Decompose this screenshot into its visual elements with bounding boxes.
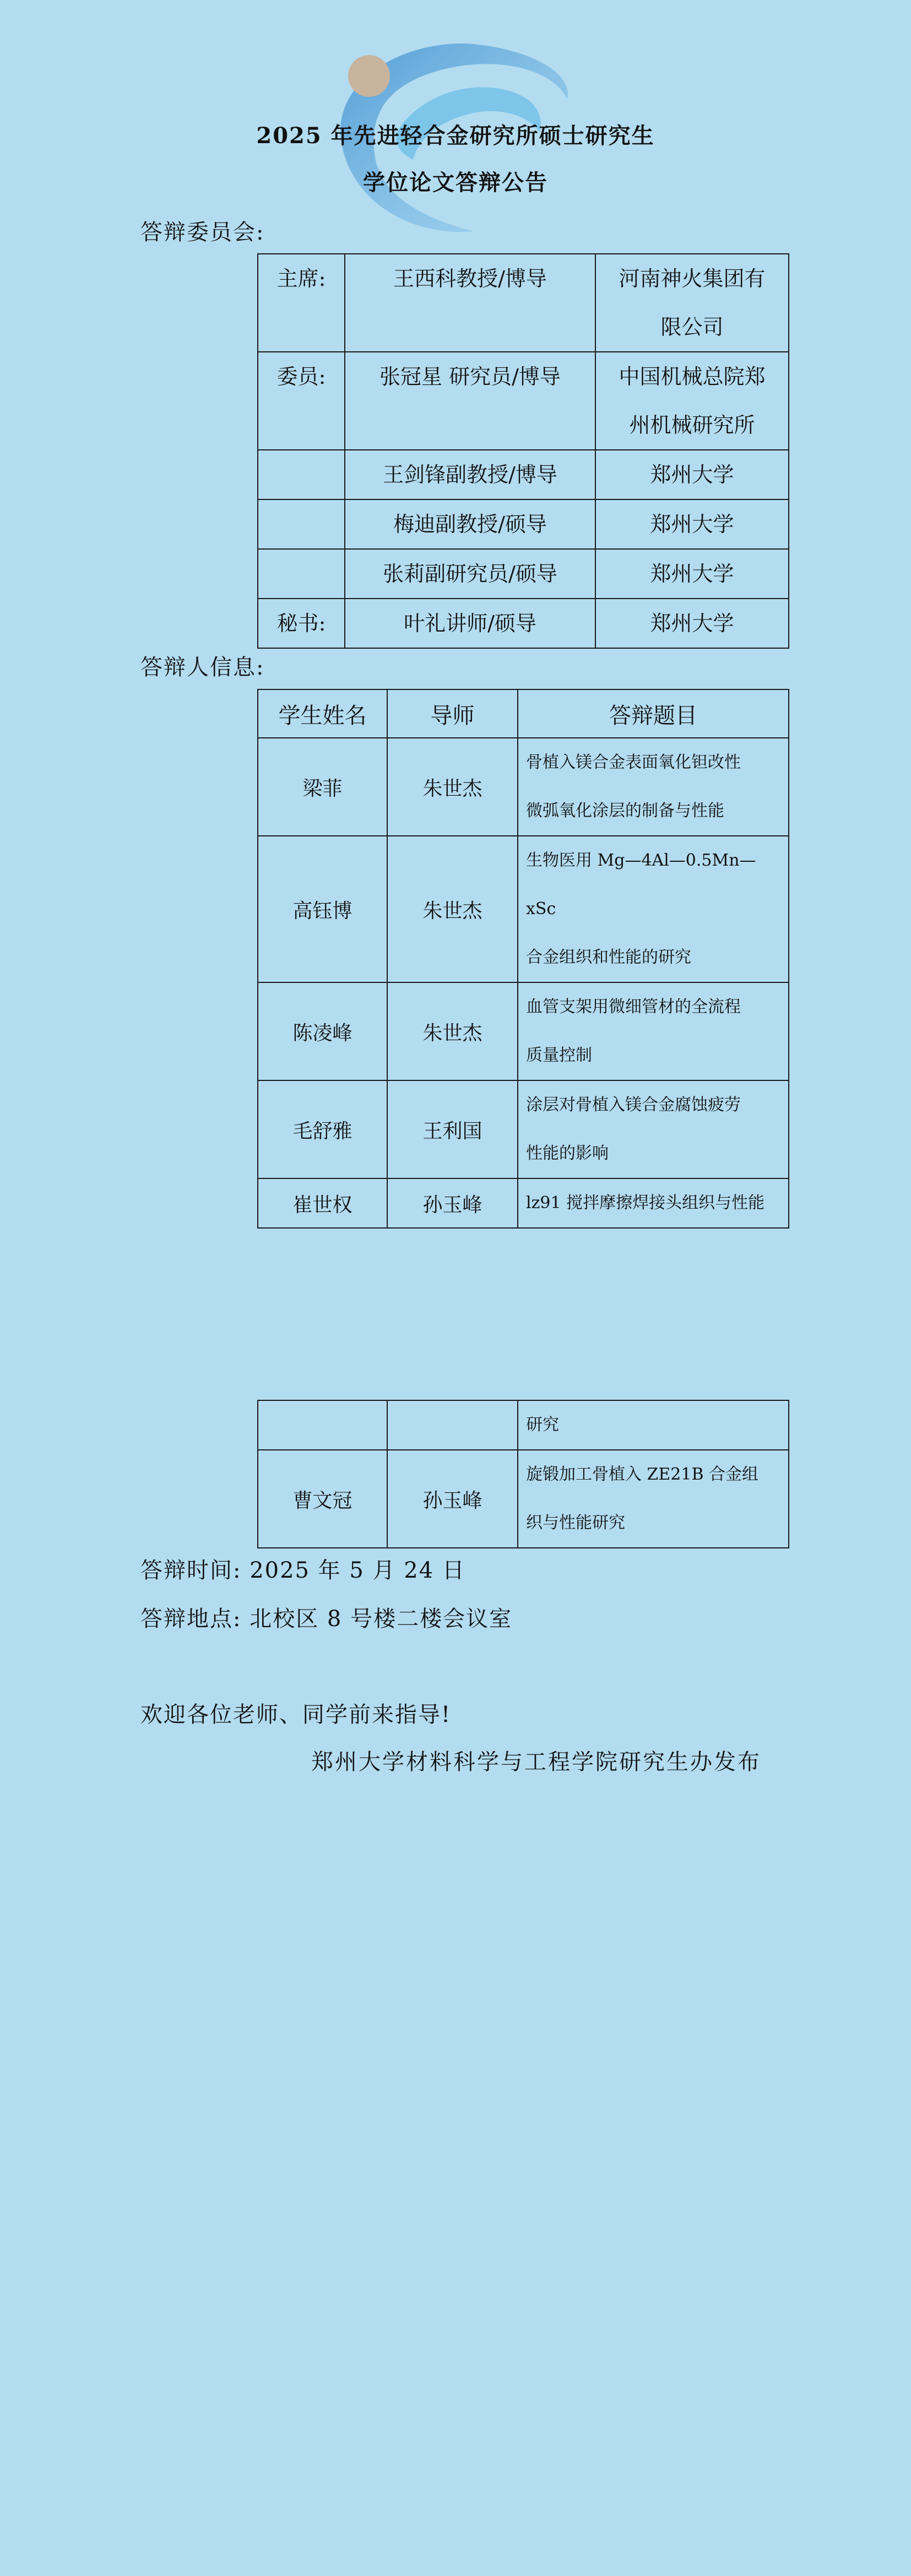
students-header-row — [258, 689, 789, 738]
welcome-text: 欢迎各位老师、同学前来指导! — [140, 1702, 452, 1727]
student-name: 梁菲 — [258, 738, 387, 836]
defense-place: 答辩地点: 北校区 8 号楼二楼会议室 — [140, 1606, 513, 1632]
committee-member-org — [595, 352, 789, 450]
student-advisor: 朱世杰 — [387, 738, 518, 836]
students-label: 答辩人信息: — [140, 655, 265, 680]
page-title-line1: 2025 年先进轻合金研究所硕士研究生 — [256, 123, 655, 149]
student-row — [258, 1400, 789, 1450]
committee-member-org: 郑州大学 — [595, 450, 789, 499]
org-line: 中国机械总院郑 — [619, 365, 766, 389]
committee-role: 主席: — [258, 254, 345, 352]
topic-line: 旋锻加工骨植入 ZE21B 合金组 — [526, 1465, 759, 1484]
page-title-line2: 学位论文答辩公告 — [363, 170, 548, 195]
student-topic — [518, 1080, 789, 1178]
student-advisor: 孙玉峰 — [387, 1450, 518, 1548]
topic-line: 涂层对骨植入镁合金腐蚀疲劳 — [526, 1095, 741, 1115]
committee-row — [258, 499, 789, 549]
committee-row — [258, 450, 789, 499]
committee-table — [257, 253, 789, 649]
org-line: 州机械研究所 — [629, 413, 755, 437]
committee-member-name: 梅迪副教授/硕导 — [345, 499, 595, 549]
topic-line: 微弧氧化涂层的制备与性能 — [526, 801, 724, 820]
student-advisor: 朱世杰 — [387, 982, 518, 1080]
student-row — [258, 1450, 789, 1548]
topic-line: 研究 — [526, 1415, 559, 1434]
committee-member-name: 张冠星 研究员/博导 — [345, 352, 595, 450]
committee-member-org: 郑州大学 — [595, 599, 789, 648]
student-topic — [518, 1450, 789, 1548]
topic-line: 织与性能研究 — [526, 1513, 625, 1532]
topic-line: 性能的影响 — [526, 1144, 609, 1163]
committee-row — [258, 549, 789, 599]
student-name: 毛舒雅 — [258, 1080, 387, 1178]
header-advisor: 导师 — [387, 689, 518, 738]
committee-member-org: 郑州大学 — [595, 549, 789, 599]
topic-line: 血管支架用微细管材的全流程 — [526, 997, 741, 1017]
committee-label: 答辩委员会: — [140, 220, 265, 245]
student-topic — [518, 982, 789, 1080]
publisher-text: 郑州大学材料科学与工程学院研究生办发布 — [311, 1749, 761, 1775]
topic-line: lz91 搅拌摩擦焊接头组织与性能 — [526, 1193, 765, 1213]
student-row — [258, 836, 789, 982]
student-advisor: 王利国 — [387, 1080, 518, 1178]
committee-role — [258, 549, 345, 599]
committee-member-org — [595, 254, 789, 352]
student-topic — [518, 836, 789, 982]
student-name: 曹文冠 — [258, 1450, 387, 1548]
defense-time: 答辩时间: 2025 年 5 月 24 日 — [140, 1558, 465, 1583]
student-name: 高钰博 — [258, 836, 387, 982]
student-advisor: 孙玉峰 — [387, 1178, 518, 1228]
org-line: 限公司 — [660, 315, 724, 339]
committee-member-org: 郑州大学 — [595, 499, 789, 549]
committee-member-name: 张莉副研究员/硕导 — [345, 549, 595, 599]
committee-member-name: 王剑锋副教授/博导 — [345, 450, 595, 499]
student-name: 陈凌峰 — [258, 982, 387, 1080]
committee-role — [258, 499, 345, 549]
student-name — [258, 1400, 387, 1450]
student-row — [258, 982, 789, 1080]
student-row — [258, 738, 789, 836]
header-topic: 答辩题目 — [518, 689, 789, 738]
student-topic — [518, 738, 789, 836]
org-line: 河南神火集团有 — [619, 267, 766, 291]
committee-row — [258, 254, 789, 352]
committee-row — [258, 352, 789, 450]
students-table-continued — [257, 1400, 789, 1548]
student-topic — [518, 1178, 789, 1228]
topic-line: 生物医用 Mg—4Al—0.5Mn—xSc — [526, 851, 756, 919]
student-topic — [518, 1400, 789, 1450]
topic-line: 骨植入镁合金表面氧化钽改性 — [526, 753, 741, 772]
students-table — [257, 689, 789, 1229]
student-advisor — [387, 1400, 518, 1450]
committee-member-name: 王西科教授/博导 — [345, 254, 595, 352]
committee-member-name: 叶礼讲师/硕导 — [345, 599, 595, 648]
student-advisor: 朱世杰 — [387, 836, 518, 982]
logo-dot — [348, 55, 390, 97]
student-row — [258, 1080, 789, 1178]
topic-line: 合金组织和性能的研究 — [526, 948, 691, 967]
student-row — [258, 1178, 789, 1228]
student-name: 崔世权 — [258, 1178, 387, 1228]
committee-role — [258, 450, 345, 499]
header-student-name: 学生姓名 — [258, 689, 387, 738]
committee-role: 委员: — [258, 352, 345, 450]
committee-row — [258, 599, 789, 648]
topic-line: 质量控制 — [526, 1046, 592, 1065]
committee-role: 秘书: — [258, 599, 345, 648]
